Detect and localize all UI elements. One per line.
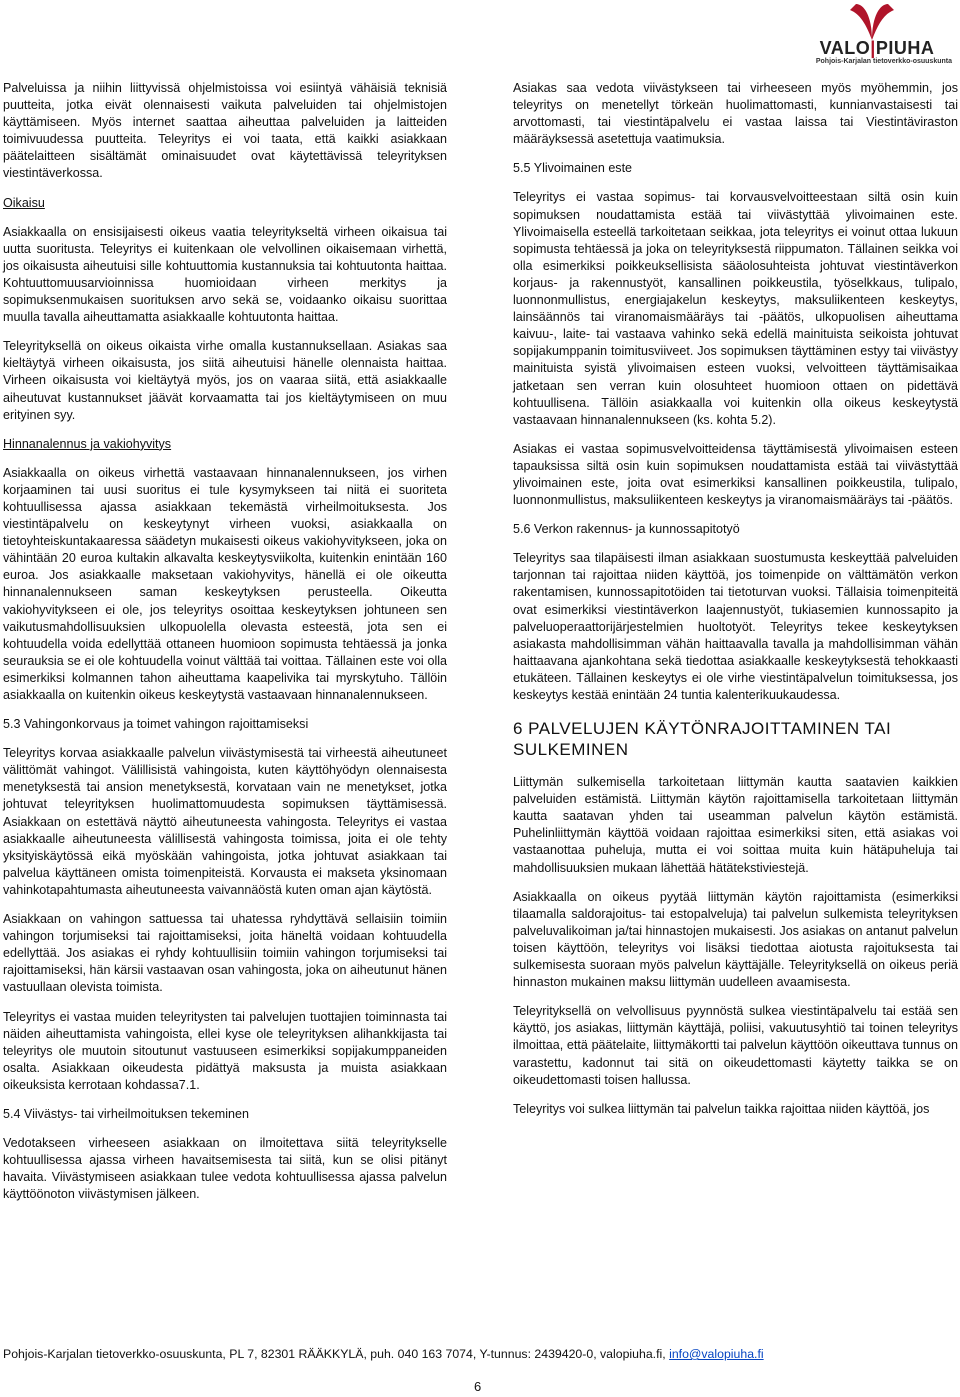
footer-email-link[interactable]: info@valopiuha.fi [669, 1347, 764, 1361]
left-column [3, 80, 447, 1215]
right-column [513, 80, 958, 1130]
paragraph: Teleyritys ei vastaa sopimus- tai korvausvelvoitteestaan siltä osin kuin sopimuksen noudattamista estää tai viivästyttää ylivoimainen este. Ylivoimaisella esteellä tarkoitetaan seikkaa, jota teleyritys ei voinut ottaa lukuun sopimusta tehtäessä ja joka on teleyrityksestä riippumaton. Tällainen seikka voi olla esimerkiksi poikkeuksellisista sääolosuhteista johtuvat viestintäverkon korjaus- ja rakennustyöt, kansallinen poikkeustila, työselkkaus, tulipalo, luonnonmullistus, energiajakelun keskeytys, maksuliikenteen keskeytys, lainsäännös tai viranomaismääräys tai -päätös, ulkopuolisen aiheuttama kaivuu-, laite- tai vastaava vahinko sekä edellä mainituista seikoista johtuvat sopijakumppanin toimitusviiveet. Jos sopimuksen täyttäminen estyy tai viivästyy mainituista syistä ylivoimaisen esteen vuoksi, velvoitteen täyttämisaikaa jatketaan sen verran kuin olosuhteet huomioon ottaen on pidettävä kohtuullisena. Tällöin asiakkaalla voi kuitenkin olla oikeus keskeytystä vastaavaan hinnanalennukseen (ks. kohta 5.2). [513, 190, 958, 427]
paragraph: Asiakkaalla on oikeus virhettä vastaavaan hinnanalennukseen, jos virhen korjaaminen tai uusi suoritus ei tule kysymykseen tai niitä ei suoriteta kohtuullisessa ajassa asiakkaan tekemästä virheilmoituksesta. Jos viestintäpalvelu on keskeytynyt virheen vuoksi, asiakkaalla on tietoyhteiskuntakaaressa säädetyn mukaisesti oikeus vakiohyvitykseen, joka on vähintään 20 euroa kultakin alkavalta keskeytysviikolta, kuitenkin enintään 160 euroa. Jos asiakkaalle maksetaan vakiohyvitys, hänellä ei ole oikeutta hinnanalennukseen saman keskeytyksen perusteella. Oikeutta vakiohyvitykseen ei ole, jos teleyritys osoittaa keskeytyksen johtuneen sen vaikutusmahdollisuuksien ulkopuolella olevasta esteestä, jota sen ei kohtuudella voida edellyttää ottaneen huomioon sopimusta tehtäessä ja jonka seurauksia se ei ole kohtuudella voinut välttää tai voittaa. Tällainen este voi olla esimerkiksi kolmannen tahon aiheuttama kaapelivika tai myrskytuho. Tällöin asiakkaalla on kuitenkin oikeus keskeytystä vastaavaan hinnanalennukseen. [3, 465, 447, 702]
paragraph: Asiakkaalla on ensisijaisesti oikeus vaatia teleyritykseltä virheen oikaisua tai uutta suoritusta. Teleyritys ei kuitenkaan ole velvollinen oikaisemaan virhettä, jos oikaisusta aiheutuisi sille kohtuuttomia kustannuksia tai kohtuutonta haittaa. Kohtuuttomuusarvioinnissa huomioidaan virheen merkitys ja sopimuksenmukaisen suorituksen arvo sekä se, voidaanko oikaisu suorittaa muulla tavalla aiheuttamatta asiakkaalle kohtuutonta haittaa. [3, 224, 447, 325]
paragraph: Asiakas ei vastaa sopimusvelvoitteidensa täyttämisestä ylivoimaisen esteen tapauksissa siltä osin kuin sopimuksen noudattamista estää tai viivästyttää ylivoimainen este, joita ovat esimerkiksi kansallinen poikkeustila, tulipalo, luonnonmullistus, maksuliikenteen keskeytys ja viranomaismääräys tai -päätös. [513, 441, 958, 508]
paragraph: Vedotakseen virheeseen asiakkaan on ilmoitettava siitä teleyritykselle kohtuullisessa ajassa virheen havaitsemisesta tai siitä, kun se olisi pitänyt havaita. Viivästymiseen asiakkaan tulee vedota kohtuullisessa ajassa palvelun käyttöönoton viivästymisen jälkeen. [3, 1136, 447, 1202]
paragraph: Teleyritys voi sulkea liittymän tai palvelun taikka rajoittaa niiden käyttöä, jos [513, 1101, 930, 1116]
paragraph: Teleyritys korvaa asiakkaalle palvelun viivästymisestä tai virheestä aiheutuneet välittömät vahingot. Välillisistä vahingoista, kuten käyttöhyödyn olennaisesta menetyksestä tai ansion menetyksestä, korvataan vain ne menetykset, jotka johtuvat teleyrityksen huolimattomuudesta sopimuksen täyttämisessä. Asiakkaan on estettävä näyttö aiheutuneesta vahingosta. Teleyritys ei vastaa asiakkaalle aiheutuneesta välillisestä vahingosta toimissa, joita ei ole tehty yksityiskäytössä eikä myöskään vahingoista, jotka johtuvat asiakkaan tai palvelua käyttäneen omista toimenpiteistä. Korvausta ei makseta yksinomaan vahinkotapahtumasta aiheutuneesta vaivannäöstä kuten oman ajan käytöstä. [3, 746, 447, 897]
logo-name [802, 38, 952, 59]
paragraph: Asiakkaalla on oikeus pyytää liittymän käytön rajoittamista (esimerkiksi tilaamalla saldorajoitus- tai estopalveluja) tai palvelun sulkemista teleyrityksen palveluvalikoiman ja/tai hinnastojen mukaisesti. Jos asiakas on antanut palvelun toisen käyttöön, teleyritys voi lisäksi tiedottaa aiotusta rajoituksesta tai sulkemisesta suoraan myös palvelun käyttäjälle. Teleyrityksellä on oikeus periä hinnaston mukainen maksu liittymän uudelleen avaamisesta. [513, 889, 958, 990]
paragraph: Asiakas saa vedota viivästykseen tai virheeseen myös myöhemmin, jos teleyritys on menetellyt törkeän huolimattomasti, kunnianvastaisesti tai arvottomasti, tai viestintäpalvelu ei vastaa laissa tai Viestintäviraston määräyksessä asetettuja vaatimuksia. [513, 81, 958, 147]
paragraph: Teleyrityksellä on oikeus oikaista virhe omalla kustannuksellaan. Asiakas saa kieltäytyä virheen oikaisusta, jos siitä aiheutuisi hänelle olennaista haittaa. Virheen oikaisusta voi kieltäytyä myös, jos on vaaraa siitä, että asiakkaalle aiheutuvat kustannukset jäävät korvaamatta tai jos kieltäytymiseen on muu erityinen syy. [3, 339, 447, 422]
paragraph: Teleyritys saa tilapäisesti ilman asiakkaan suostumusta keskeyttää palveluiden tarjonnan tai rajoittaa niiden käyttöä, jos toimenpide on välttämätön verkon rakentamisen, kunnossapitotöiden tai tietoturvan vuoksi. Tällaisia toimenpiteitä ovat esimerkiksi viestintäverkon laajennustyöt, tukiasemien kunnossapito ja palveluoperaattorijärjestelmien huoltotyöt. Teleyritys tekee keskeytyksen asiakasta mahdollisimman vähän haittaavalla tavalla ja mahdollisimman vähän haittaavana ajankohtana sekä tiedottaa asiakkaalle keskeytyksestä tehokkaasti etukäteen. Tällainen keskeytys ei ole virhe viestintäpalvelun toimituksessa, jos keskeytys kestää enintään 24 tuntia kalenterikuukaudessa. [513, 551, 958, 702]
subheading-oikaisu: Oikaisu [3, 195, 45, 210]
logo-mark-icon [840, 2, 904, 42]
logo-separator: | [870, 38, 876, 58]
page-number: 6 [474, 1379, 482, 1394]
page-footer [3, 1347, 958, 1361]
paragraph: Asiakkaan on vahingon sattuessa tai uhatessa ryhdyttävä sellaisiin toimiin vahingon torjumiseksi tai rajoittamiseksi, joita häneltä voidaan kohtuudella edellyttää. Jos asiakas ei ryhdy kohtuullisiin toimiin vahingon torjumiseksi tai rajoittamiseksi, hän kärsii vastaavan osan vahingosta, joka on aiheutunut hänen vastuullaan olevista toimista. [3, 912, 447, 995]
paragraph: Teleyritys ei vastaa muiden teleyritysten tai palvelujen tuottajien toiminnasta tai näiden aiheuttamista vahingoista, ellei kyse ole teleyrityksen alihankkijasta tai teleyritys ole muutoin sitoutunut vastuuseen esimerkiksi sopijakumppaneiden osalta. Asiakkaan oikeudesta pidättyä maksusta ja muista asiakkaan oikeuksista kerrotaan kohdassa7.1. [3, 1009, 447, 1092]
paragraph: Teleyrityksellä on velvollisuus pyynnöstä sulkea viestintäpalvelu tai estää sen käyttö, jos asiakas, liittymän käyttäjä, poliisi, vakuutusyhtiö tai toinen teleyritys ilmoittaa, että päätelaite, liittymäkortti tai palvelun käyttöön oikeuttava tunnus on varastettu, kadonnut tai sitä on oikeudettomasti käytetty taikka se on oikeudettomasti toisen hallussa. [513, 1004, 958, 1087]
logo-name-right: PIUHA [875, 38, 935, 58]
paragraph: Palveluissa ja niihin liittyvissä ohjelmistoissa voi esiintyä vähäisiä teknisiä puutteita, jotka eivät olennaisesti vaikuta palveluiden tai ohjelmistojen käyttämiseen. Myös internet saattaa aiheuttaa palveluiden ja laitteiden toimivuudessa puutteita. Teleyritys ei voi taata, että kaikki asiakkaan päätelaitteen sisältämät ominaisuudet ovat käytettävissä teleyrityksen viestintäverkossa. [3, 81, 447, 181]
valopiuha-logo [802, 2, 952, 68]
section-heading-5-3: 5.3 Vahingonkorvaus ja toimet vahingon rajoittamiseksi [3, 717, 309, 732]
paragraph: Liittymän sulkemisella tarkoitetaan liittymän kautta saatavien kaikkien palveluiden estämistä. Liittymän käytön rajoittamisella tarkoitetaan liittymän kautta saatavan yhden tai useamman palvelun käytön estämistä. Puhelinliittymän käyttöä voidaan rajoittaa esimerkiksi siten, että asiakas voi vastaanottaa puheluja, mutta ei voi soittaa muita kuin hätäpuheluja tai mahdollisuuksien mukaan lähettää hätätekstiviestejä. [513, 775, 958, 875]
logo-name-left: VALO [819, 38, 871, 58]
subheading-hinnanalennus: Hinnanalennus ja vakiohyvitys [3, 436, 172, 451]
chapter-heading-6: 6 PALVELUJEN KÄYTÖNRAJOITTAMINEN TAI SULKEMINEN [513, 719, 892, 760]
footer-text: Pohjois-Karjalan tietoverkko-osuuskunta, PL 7, 82301 RÄÄKKYLÄ, puh. 040 163 7074, Y-tunnus: 2439420-0, valopiuha.fi, [3, 1347, 670, 1361]
logo-subtitle: Pohjois-Karjalan tietoverkko-osuuskunta [815, 58, 952, 65]
section-heading-5-5: 5.5 Ylivoimainen este [513, 161, 633, 176]
section-heading-5-6: 5.6 Verkon rakennus- ja kunnossapitotyö [513, 522, 740, 537]
section-heading-5-4: 5.4 Viivästys- tai virheilmoituksen tekeminen [3, 1106, 249, 1121]
